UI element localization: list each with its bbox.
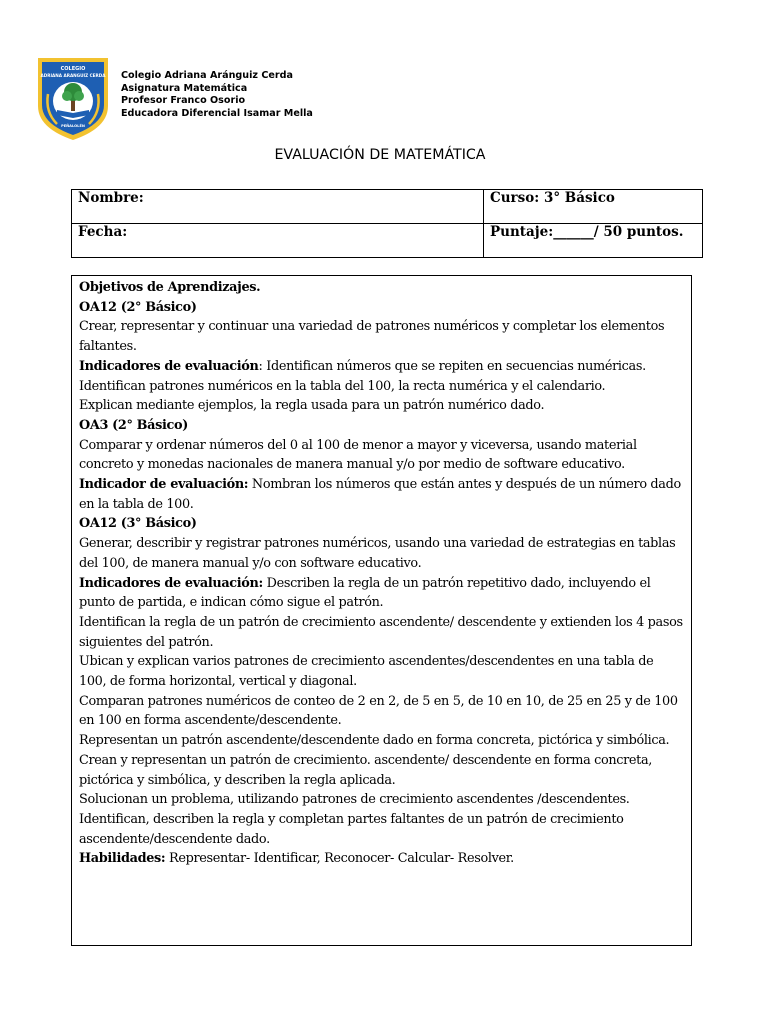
crest-top-text: COLEGIO [60, 66, 86, 72]
special-educator: Educadora Diferencial Isamar Mella [121, 107, 313, 119]
subject: Asignatura Matemática [121, 82, 248, 94]
course-cell: Curso: 3° Básico [484, 190, 703, 224]
indicator-block-2 [79, 475, 684, 514]
oa12-3-text: Generar, describir y registrar patrones numéricos, usando una variedad de estrategias en tablas del 100, de manera manual y/o con software educativo. [79, 536, 676, 571]
indicator-item: Representan un patrón ascendente/descendente dado en forma concreta, pictórica y simbólica. [79, 733, 670, 749]
indicator-label: Indicadores de evaluación [79, 358, 259, 374]
skills-text: Representar- Identificar, Reconocer- Calcular- Resolver. [165, 851, 514, 867]
skills-label: Habilidades: [79, 851, 166, 867]
indicator-item: Identifican patrones numéricos en la tabla del 100, la recta numérica y el calendario. [79, 378, 606, 394]
crest-name-text: ADRIANA ARANGUIZ CERDA [40, 73, 106, 78]
date-field[interactable]: Fecha: [72, 224, 484, 258]
student-info-table [71, 189, 703, 258]
indicator-item: Ubican y explican varios patrones de crecimiento ascendentes/descendentes en una tabla de 100, de forma horizontal, vertical y diagonal. [79, 654, 654, 690]
school-crest-icon [35, 54, 111, 142]
objectives-heading: Objetivos de Aprendizajes. [79, 280, 261, 295]
indicator-label: Indicador de evaluación: [79, 477, 249, 493]
indicator-block-3 [79, 574, 684, 613]
skills-line [79, 849, 684, 869]
indicator-text: Nombran los números que están antes y después de un número dado en la tabla de 100. [79, 477, 681, 512]
name-field[interactable]: Nombre: [72, 190, 484, 224]
objectives-box [71, 275, 692, 946]
page-title: EVALUACIÓN DE MATEMÁTICA [274, 147, 486, 163]
indicator-item: Identifican, describen la regla y completan partes faltantes de un patrón de crecimiento ascendente/descendente dado. [79, 811, 624, 847]
school-info [121, 70, 313, 120]
indicator-text: Describen la regla de un patrón repetitivo dado, incluyendo el punto de partida, e indican cómo sigue el patrón. [79, 575, 651, 611]
oa12-3-heading: OA12 (3° Básico) [79, 516, 197, 532]
teacher: Profesor Franco Osorio [121, 95, 246, 107]
oa3-2-heading: OA3 (2° Básico) [79, 417, 188, 433]
indicator-block-1 [79, 357, 684, 377]
crest-bottom-text: PEÑALOLÉN [61, 124, 85, 128]
indicator-item: Comparan patrones numéricos de conteo de 2 en 2, de 5 en 5, de 10 en 10, de 25 en 25 y de 100 en 100 en forma ascendente/descendente. [79, 693, 678, 729]
indicator-item: Explican mediante ejemplos, la regla usada para un patrón numérico dado. [79, 398, 545, 414]
indicator-item: Crean y representan un patrón de crecimiento. ascendente/ descendente en forma concreta, pictórica y simbólica, y describen la regla aplicada. [79, 752, 653, 788]
indicator-text: : Identifican números que se repiten en secuencias numéricas. [258, 358, 646, 374]
score-cell: Puntaje:______/ 50 puntos. [484, 224, 703, 258]
oa3-2-text: Comparar y ordenar números del 0 al 100 de menor a mayor y viceversa, usando material concreto y monedas nacionales de manera manual y/o por medio de software educativo. [79, 437, 637, 473]
indicator-item: Identifican la regla de un patrón de crecimiento ascendente/ descendente y extienden los 4 pasos siguientes del patrón. [79, 614, 683, 650]
indicator-item: Solucionan un problema, utilizando patrones de crecimiento ascendentes /descendentes. [79, 792, 630, 808]
oa12-2-text: Crear, representar y continuar una variedad de patrones numéricos y completar los elementos faltantes. [79, 319, 665, 355]
school-name: Colegio Adriana Aránguiz Cerda [121, 70, 293, 81]
oa12-2-heading: OA12 (2° Básico) [79, 299, 197, 315]
indicator-label: Indicadores de evaluación: [79, 575, 263, 591]
